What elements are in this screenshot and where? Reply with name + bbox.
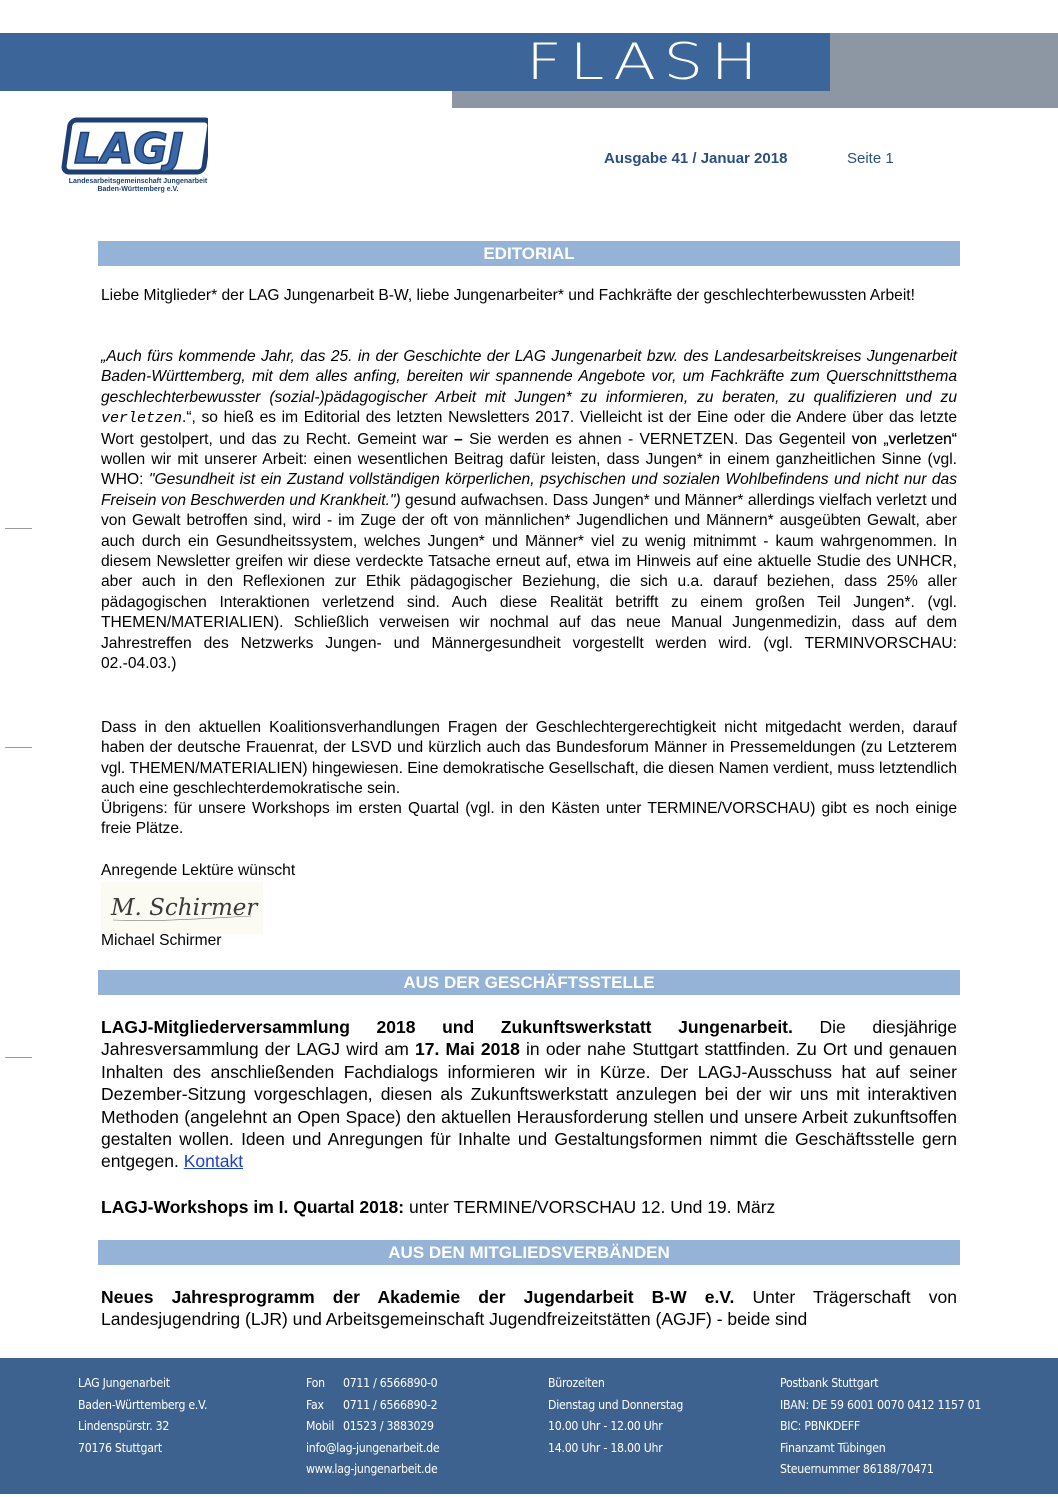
footer-bic: BIC: PBNKDEFF [780, 1418, 860, 1433]
editorial-body [101, 347, 957, 675]
logo-lettering: LAGJ [74, 124, 184, 173]
footer-website-link[interactable]: www.lag-jungenarbeit.de [306, 1461, 438, 1476]
issue-label: Ausgabe 41 / Januar 2018 [604, 150, 788, 167]
footer-hours-days: Dienstag und Donnerstag [548, 1396, 684, 1412]
footer-phone: Fon 0711 / 6566890-0 [306, 1375, 438, 1390]
page-number: Seite 1 [847, 150, 894, 167]
newsletter-title: FLASH [526, 33, 766, 91]
editorial-emphasis: von „verletzen“ [851, 430, 957, 448]
lagj-logo-mark [60, 117, 208, 177]
editorial-text: gesund aufwachsen. Dass Jungen* und Männer* allerdings vielfach verletzt und von Gewalt betroffen sind, wird - im Zuge der oft von männlichen* Jugendlichen und Männern* ausgeübten Gewalt, aber auch durch ein Gesundheitssystem, welches Jungen* und Männer* viel zu wenig mitnimmt - kaum wahrgenommen. In diesem Newsletter greifen wir diese verdeckte Tatsache erneut auf, etwa im Hinweis auf eine aktuelle Studie des UNHCR, aber auch in den Reflexionen zur Ethik pädagogischer Beziehung, die sich u.a. darauf beziehen, dass 25% aller pädagogischen Interaktionen verletzend sind. Auch diese Realität betrifft zu einem großen Teil Jungen*. (vgl. THEMEN/MATERIALIEN). Schließlich verweisen wir nochmal auf das neue Manual Jungenmedizin, dass auf dem Jahrestreffen des Netzwerks Jungen- und Männergesundheit vorgestellt werden wird. (vgl. TERMINVORSCHAU: 02.-04.03.) [101, 491, 957, 673]
office-item-date: 17. Mai 2018 [415, 1039, 520, 1060]
members-item-title: Neues Jahresprogramm der Akademie der Jugendarbeit B-W e.V. [101, 1287, 735, 1307]
lagj-logo [58, 115, 218, 197]
section-heading-members: AUS DEN MITGLIEDSVERBÄNDEN [98, 1240, 960, 1265]
footer-hours-afternoon: 14.00 Uhr - 18.00 Uhr [548, 1439, 663, 1455]
editorial-text: Sie werden es ahnen - VERNETZEN. Das Gegenteil [462, 430, 852, 448]
editorial-quote-word: verletzen [101, 410, 183, 428]
contact-link[interactable]: Kontakt [183, 1151, 244, 1172]
footer-org-name: LAG Jungenarbeit [78, 1375, 170, 1390]
footer-bank-name: Postbank Stuttgart [780, 1375, 879, 1390]
footer-mobile: Mobil 01523 / 3883029 [306, 1418, 434, 1433]
footer [0, 1358, 1058, 1494]
editorial-quote: „Auch fürs kommende Jahr, das 25. in der Geschichte der LAG Jungenarbeit bzw. des Landesarbeitskreises Jungenarbeit Baden-Württemberg, mit dem alles anfing, bereiten wir spannende Angebote vor, um Fachkräfte zum Querschnittsthema geschlechterbewusster (sozial-)pädagogischer Arbeit mit Jungen* zu informieren, zu beraten, zu qualifizieren und zu [101, 348, 957, 406]
margin-mark [5, 747, 32, 748]
footer-contact [306, 1372, 439, 1480]
footer-street: Lindenspürstr. 32 [78, 1418, 170, 1433]
footer-bank [780, 1372, 981, 1480]
editorial-quote-end: .“ [182, 409, 192, 427]
svg-text:M. Schirmer: M. Schirmer [111, 895, 258, 921]
header-bar-grey [830, 33, 1058, 91]
signature-image [101, 882, 263, 934]
office-item-text: Die diesjährige Jahresversammlung der LAGJ wird am [101, 1017, 958, 1060]
editorial-closing: Anregende Lektüre wünscht [101, 862, 296, 879]
editorial-text: , so hieß es im Editorial des letzten Newsletters 2017. Vielleicht ist der Eine oder die Andere über das letzte Wort gestolpert, und das zu Recht. Gemeint war [101, 409, 957, 448]
office-item-title: LAGJ-Workshops im I. Quartal 2018: [101, 1197, 405, 1217]
header-bar-grey-lower [452, 91, 1058, 108]
editorial-who-quote: "Gesundheit ist ein Zustand vollständigen körperlichen, psychischen und sozialen Wohlbefindens und nicht nur das Freisein von Beschwerden und Krankheit.") [101, 471, 958, 509]
footer-address [78, 1372, 207, 1458]
footer-iban: IBAN: DE 59 6001 0070 0412 1157 01 [780, 1396, 982, 1412]
editorial-paragraph-2: Dass in den aktuellen Koalitionsverhandlungen Fragen der Geschlechtergerechtigkeit nicht mitgedacht werden, darauf haben der deutsche Frauenrat, der LSVD und kürzlich auch das Bundesforum Männer in Pressemeldungen (zu Letzterem vgl. THEMEN/MATERIALIEN) hingewiesen. Eine demokratische Gesellschaft, die diesen Namen verdient, muss letztendlich auch eine geschlechterdemokratische sein. [101, 719, 957, 798]
office-item-assembly [101, 1016, 957, 1173]
footer-tax-number: Steuernummer 86188/70471 [780, 1461, 934, 1476]
footer-office-hours [548, 1372, 683, 1458]
footer-hours-title: Bürozeiten [548, 1375, 605, 1390]
footer-tax-office: Finanzamt Tübingen [780, 1439, 886, 1455]
office-item-workshops [101, 1196, 957, 1218]
footer-email-link[interactable]: info@lag-jungenarbeit.de [306, 1439, 440, 1455]
signature-graphic [101, 882, 263, 934]
members-item-academy [101, 1286, 957, 1331]
footer-org-state: Baden-Württemberg e.V. [78, 1396, 208, 1412]
margin-mark [5, 1057, 32, 1058]
office-item-title: LAGJ-Mitgliederversammlung 2018 und Zukunftswerkstatt Jungenarbeit. [101, 1017, 793, 1037]
logo-subtitle: Landesarbeitsgemeinschaft Jungenarbeit Baden-Württemberg e.V. [68, 178, 208, 193]
footer-hours-morning: 10.00 Uhr - 12.00 Uhr [548, 1418, 663, 1433]
office-item-text: unter TERMINE/VORSCHAU 12. Und 19. März [404, 1197, 776, 1217]
editorial-salutation: Liebe Mitglieder* der LAG Jungenarbeit B-W, liebe Jungenarbeiter* und Fachkräfte der geschlechterbewussten Arbeit! [101, 287, 915, 304]
footer-city: 70176 Stuttgart [78, 1439, 162, 1455]
editorial-dash: – [454, 430, 463, 448]
editorial-text: wollen wir mit unserer Arbeit: einen wesentlichen Beitrag dafür leisten, dass Jungen* in einem ganzheitlichen Sinne (vgl. WHO: [101, 451, 957, 489]
section-heading-editorial: EDITORIAL [98, 241, 960, 266]
section-heading-office: AUS DER GESCHÄFTSSTELLE [98, 970, 960, 995]
margin-mark [5, 528, 32, 529]
footer-fax: Fax 0711 / 6566890-2 [306, 1396, 438, 1412]
office-item-text: in oder nahe Stuttgart stattfinden. Zu Ort und genauen Inhalten des anschließenden Fachdialogs informieren wir in Kürze. Der LAGJ-Ausschuss hat auf seiner Dezember-Sitzung vorgeschlagen, diesen als Zukunftswerkstatt anzulegen bei der wir uns mit interaktiven Methoden (angelehnt an Open Space) den aktuellen Herausforderung stellen und unsere Arbeit zukunftsoffen gestalten wollen. Ideen und Anregungen für Inhalte und Gestaltungsformen nimmt die Geschäftsstelle gern entgegen. [101, 1039, 958, 1172]
members-item-text: Unter Trägerschaft von Landesjugendring (LJR) und Arbeitsgemeinschaft Jugendfreizeitstätten (AGJF) - beide sind [101, 1287, 957, 1330]
editorial-author: Michael Schirmer [101, 932, 222, 949]
editorial-paragraph-3: Übrigens: für unsere Workshops im ersten Quartal (vgl. in den Kästen unter TERMINE/VORSCHAU) gibt es noch einige freie Plätze. [101, 800, 957, 838]
